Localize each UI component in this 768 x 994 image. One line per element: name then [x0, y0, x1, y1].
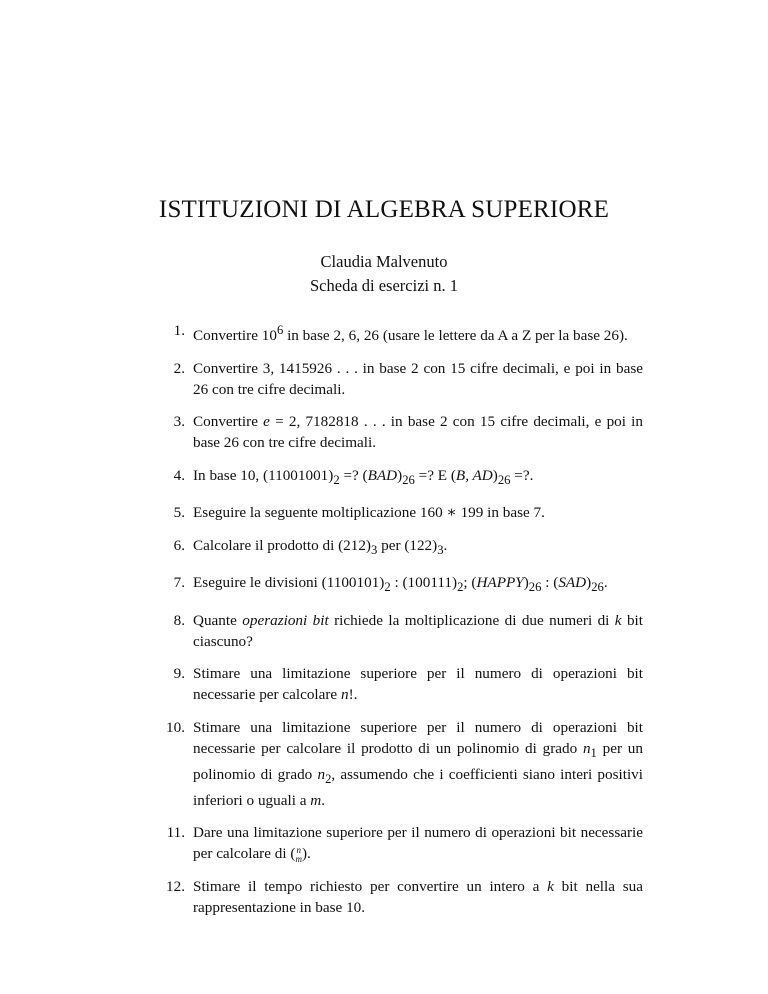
exercise-item [163, 411, 643, 453]
document-title: ISTITUZIONI DI ALGEBRA SUPERIORE [158, 196, 610, 223]
exercise-item [163, 717, 643, 811]
exercise-text: In base 10, $(11001001)_2$ =? $(BAD)_{26}$ =? E (B, $AD)_{26}$ =?. [193, 466, 534, 487]
exercise-text: Convertire e = 2, 7182818 . . . in base 2 con 15 cifre decimali, e poi in base 26 con tre cifre decimali. [193, 413, 643, 452]
exercise-number: 1. [173, 322, 185, 339]
exercise-item [163, 358, 643, 400]
exercise-number: 3. [173, 413, 185, 431]
exercise-item [163, 663, 643, 705]
exercise-text: Dare una limitazione superiore per il numero di operazioni bit necessarie per calcolare di (n m). [193, 824, 643, 864]
exercise-text: Convertire $10^6$ in base 2, 6, 26 (usare le lettere da A a Z per la base 26). [193, 323, 628, 345]
exercise-item [163, 822, 643, 864]
exercise-text: Stimare una limitazione superiore per il numero di operazioni bit necessarie per calcolare n!. [193, 665, 643, 704]
exercise-item [163, 876, 643, 918]
exercise-text: Convertire 3, 1415926 . . . in base 2 con 15 cifre decimali, e poi in base 26 con tre cifre decimali. [193, 359, 643, 398]
exercise-text: Eseguire la seguente moltiplicazione 160 ∗ 199 in base 7. [193, 504, 545, 522]
exercise-text: Stimare una limitazione superiore per il numero di operazioni bit necessarie per calcolare il prodotto di un polinomio di grado $n_1$ per un polinomio di grado $n_2$, assumendo che i coefficienti siano interi positivi inferiori o uguali a m. [193, 718, 643, 809]
exercise-number: 6. [173, 536, 185, 554]
document-author: Claudia Malvenuto [320, 252, 448, 271]
exercise-number: 5. [173, 504, 185, 522]
exercise-item [163, 465, 643, 491]
exercise-list [163, 320, 643, 929]
exercise-number: 9. [173, 665, 185, 683]
exercise-number: 11. [166, 824, 185, 842]
exercise-item [163, 535, 643, 561]
exercise-number: 7. [173, 574, 185, 592]
exercise-number: 2. [173, 359, 185, 377]
exercise-text: Quante operazioni bit richiede la moltiplicazione di due numeri di k bit ciascuno? [193, 611, 643, 650]
exercise-item [163, 502, 643, 523]
exercise-item [163, 572, 643, 598]
exercise-number: 12. [166, 877, 185, 895]
exercise-text: Eseguire le divisioni $(1100101)_2$ : $(100111)_2$; $(HAPPY)_{26}$ : $(SAD)_{26}$. [193, 574, 608, 595]
exercise-number: 4. [173, 466, 185, 484]
exercise-text: Stimare il tempo richiesto per convertire un intero a k bit nella sua rappresentazione in base 10. [193, 877, 643, 916]
exercise-item [163, 320, 643, 346]
document-subtitle: Scheda di esercizi n. 1 [310, 276, 458, 295]
exercise-number: 10. [166, 718, 185, 736]
exercise-item [163, 610, 643, 652]
exercise-number: 8. [173, 611, 185, 629]
exercise-text: Calcolare il prodotto di $(212)_3$ per $(122)_3$. [193, 536, 448, 557]
